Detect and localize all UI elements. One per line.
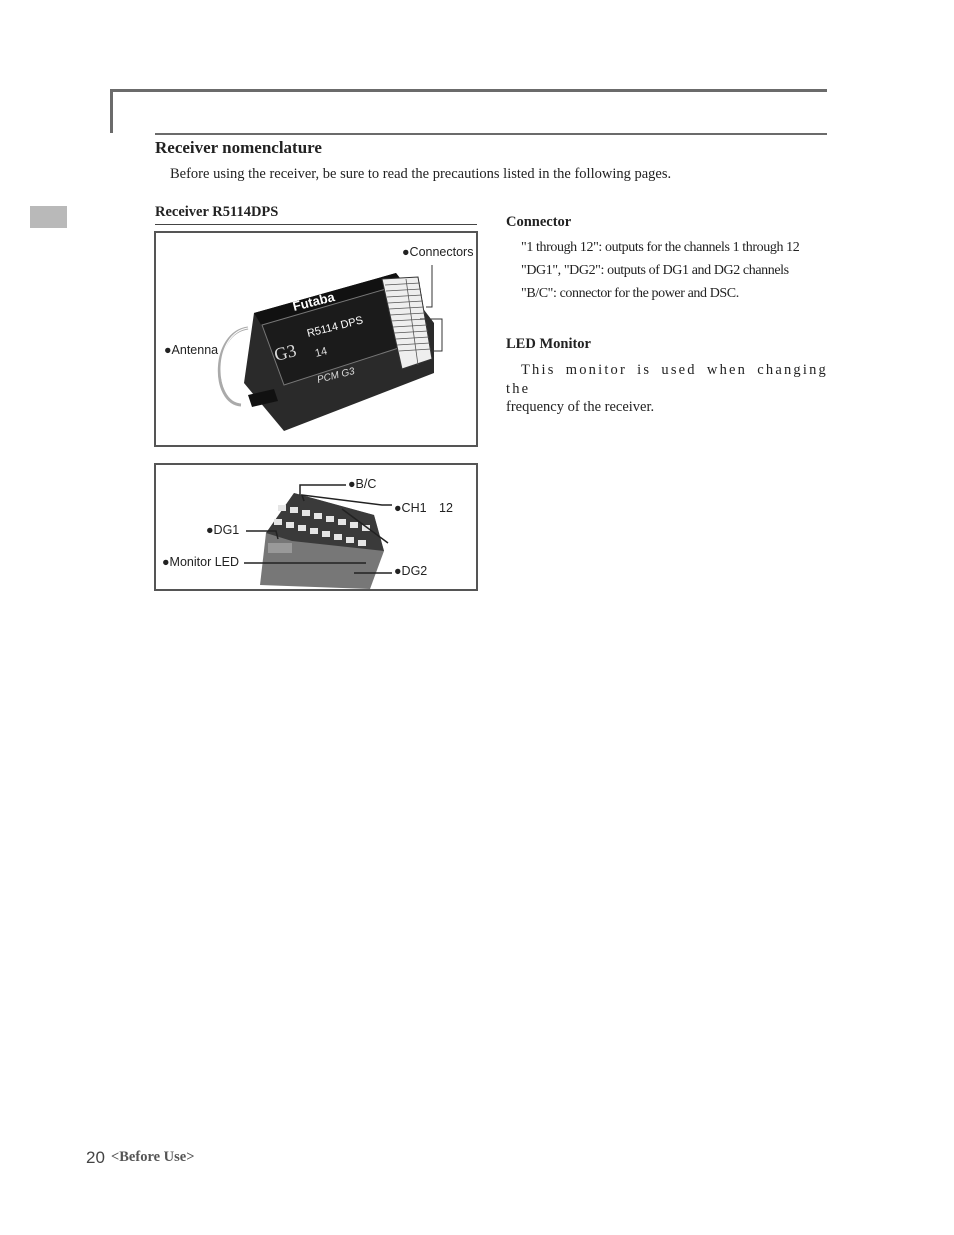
led-monitor-text (506, 361, 828, 417)
connector-line-dg: "DG1", "DG2": outputs of DG1 and DG2 channels (521, 263, 789, 278)
receiver-title-rule (155, 224, 477, 225)
dg2-label: ●DG2 (394, 564, 428, 578)
brand-text: Futaba (291, 289, 337, 314)
connector-line-bc: "B/C": connector for the power and DSC. (521, 286, 739, 301)
led-monitor-line2: frequency of the receiver. (506, 399, 655, 415)
monitor-led-label: ●Monitor LED (162, 555, 240, 569)
ch-label: ●CH1 12 (394, 501, 453, 515)
channels-text: 14 (313, 345, 329, 360)
connector-illustration (156, 465, 476, 589)
connector-description (521, 238, 841, 307)
side-tab (30, 206, 67, 228)
intro-text: Before using the receiver, be sure to read the precautions listed in the following pages. (170, 166, 672, 182)
page-section-label: <Before Use> (111, 1149, 195, 1165)
g3-logo-text: G3 (272, 340, 299, 365)
page-number: 20 (86, 1148, 105, 1167)
model-text: R5114 DPS (305, 314, 365, 340)
receiver-title: Receiver R5114DPS (155, 204, 279, 220)
led-monitor-heading: LED Monitor (506, 336, 591, 352)
header-frame (110, 89, 827, 133)
connector-heading: Connector (506, 214, 572, 230)
receiver-figure (154, 231, 478, 447)
connector-line-channels: "1 through 12": outputs for the channels 1 through 12 (521, 240, 800, 255)
connectors-label: ●Connectors (402, 245, 474, 259)
bc-label: ●B/C (348, 477, 377, 491)
header-rule (155, 133, 827, 135)
antenna-label: ●Antenna (164, 343, 219, 357)
receiver-illustration (156, 233, 476, 445)
led-monitor-line1: This monitor is used when changing the (506, 362, 828, 397)
dg1-label: ●DG1 (206, 523, 240, 537)
section-title: Receiver nomenclature (155, 138, 322, 157)
connector-figure (154, 463, 478, 591)
pcm-text: PCM G3 (316, 365, 356, 386)
